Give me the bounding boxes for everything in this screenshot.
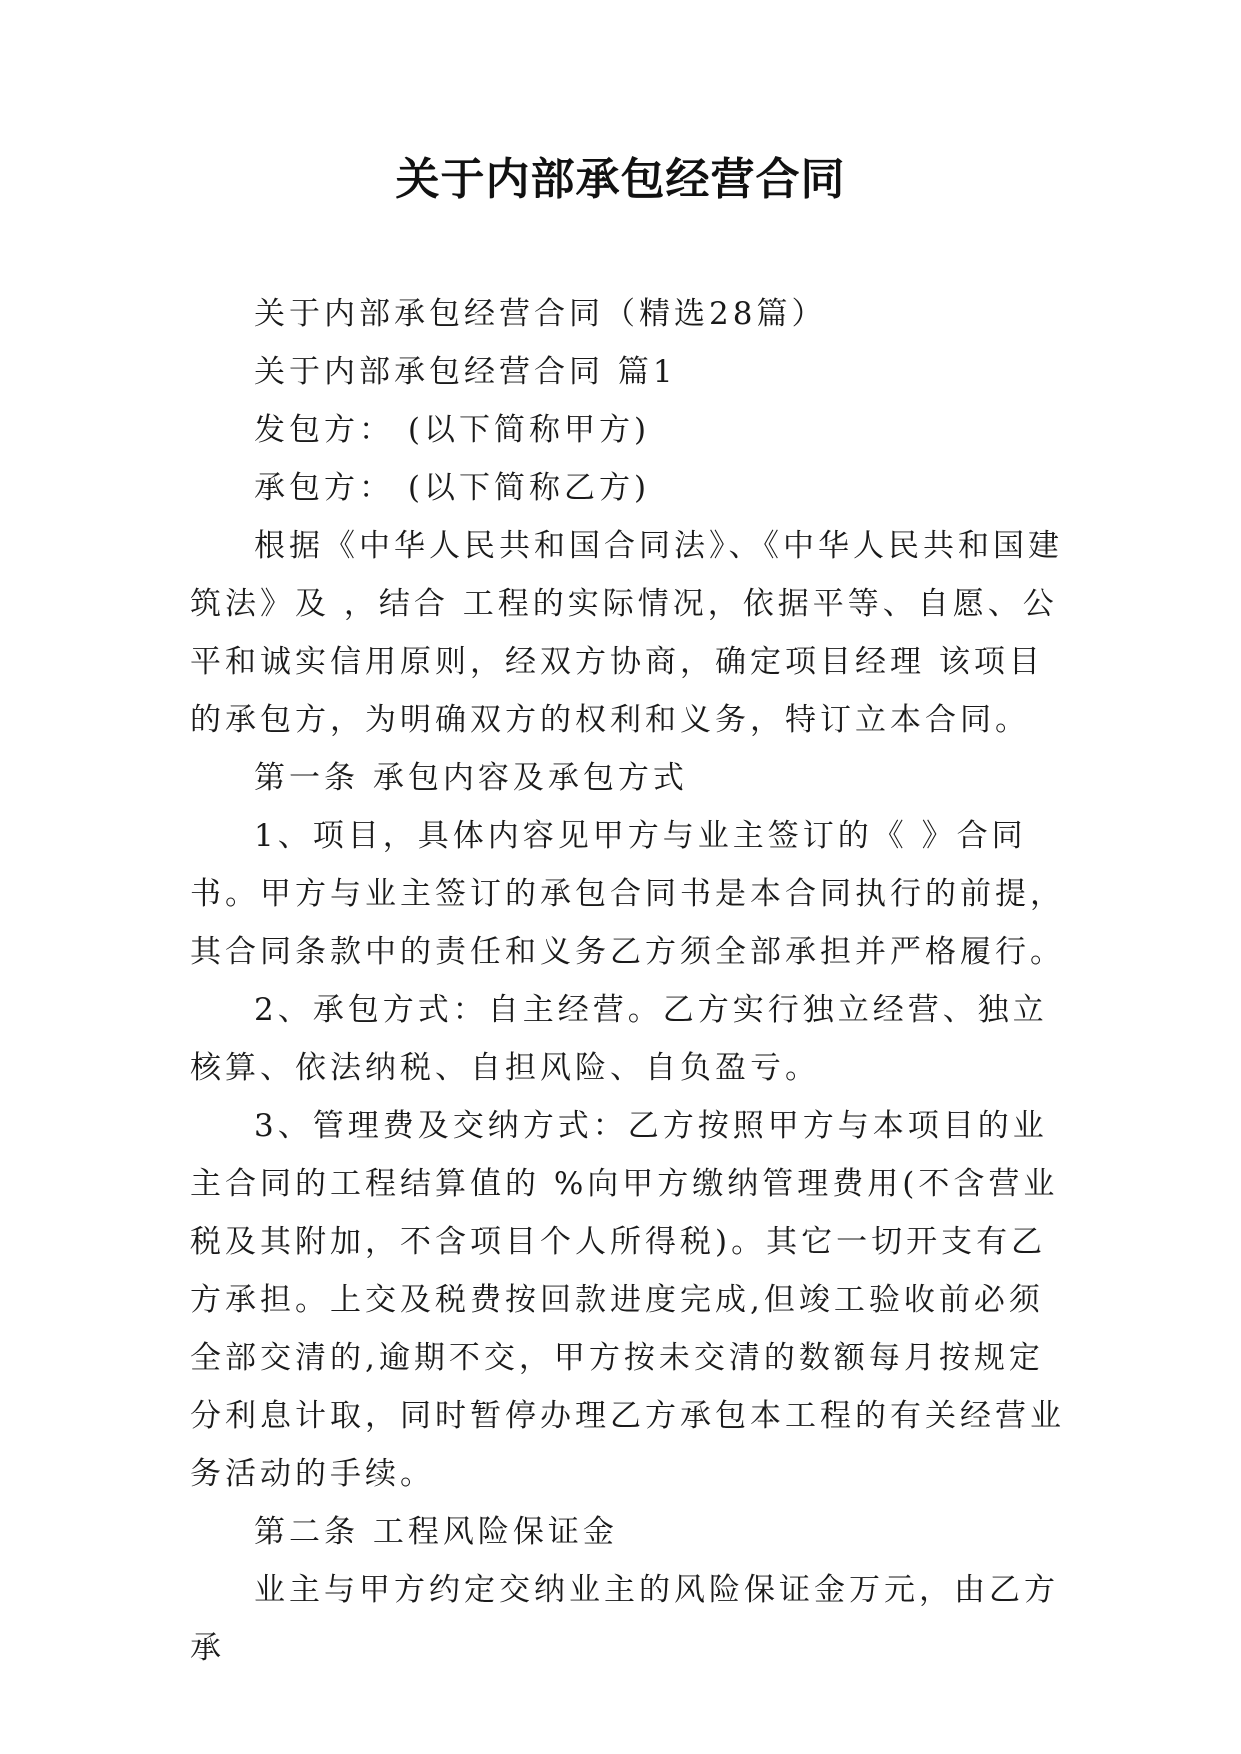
paragraph-risk-deposit: 业主与甲方约定交纳业主的风险保证金万元，由乙方承 <box>190 1572 1059 1666</box>
paragraph-clause-1: 1、项目，具体内容见甲方与业主签订的《 》合同书。甲方与业主签订的承包合同书是本合同执行的前提，其合同条款中的责任和义务乙方须全部承担并严格履行。 <box>190 818 1065 970</box>
document-body <box>190 285 1070 1677</box>
paragraph-clause-3: 3、管理费及交纳方式：乙方按照甲方与本项目的业主合同的工程结算值的 %向甲方缴纳管理费用(不含营业税及其附加，不含项目个人所得税)。其它一切开支有乙方承担。上交及税费按回款进度完成,但竣工验收前必须全部交清的,逾期不交，甲方按未交清的数额每月按规定 分利息计取，同时暂停办理乙方承包本工程的有关经营业务活动的手续。 <box>190 1108 1065 1492</box>
paragraph-party-a: 发包方： (以下简称甲方) <box>254 412 651 448</box>
paragraph-section-heading: 关于内部承包经营合同 篇1 <box>254 354 677 390</box>
paragraph-preamble: 根据《中华人民共和国合同法》、《中华人民共和国建筑法》及 ，结合 工程的实际情况，依据平等、自愿、公平和诚实信用原则，经双方协商，确定项目经理 该项目的承包方，为明确双方的权利和义务，特订立本合同。 <box>190 528 1063 738</box>
paragraph-article-2-heading: 第二条 工程风险保证金 <box>254 1514 618 1550</box>
paragraph-subtitle: 关于内部承包经营合同（精选28篇） <box>254 296 827 332</box>
paragraph-article-1-heading: 第一条 承包内容及承包方式 <box>254 760 688 796</box>
paragraph-party-b: 承包方： (以下简称乙方) <box>254 470 651 506</box>
paragraph-clause-2: 2、承包方式：自主经营。乙方实行独立经营、独立核算、依法纳税、自担风险、自负盈亏。 <box>190 992 1048 1086</box>
document-title: 关于内部承包经营合同 <box>395 154 846 205</box>
